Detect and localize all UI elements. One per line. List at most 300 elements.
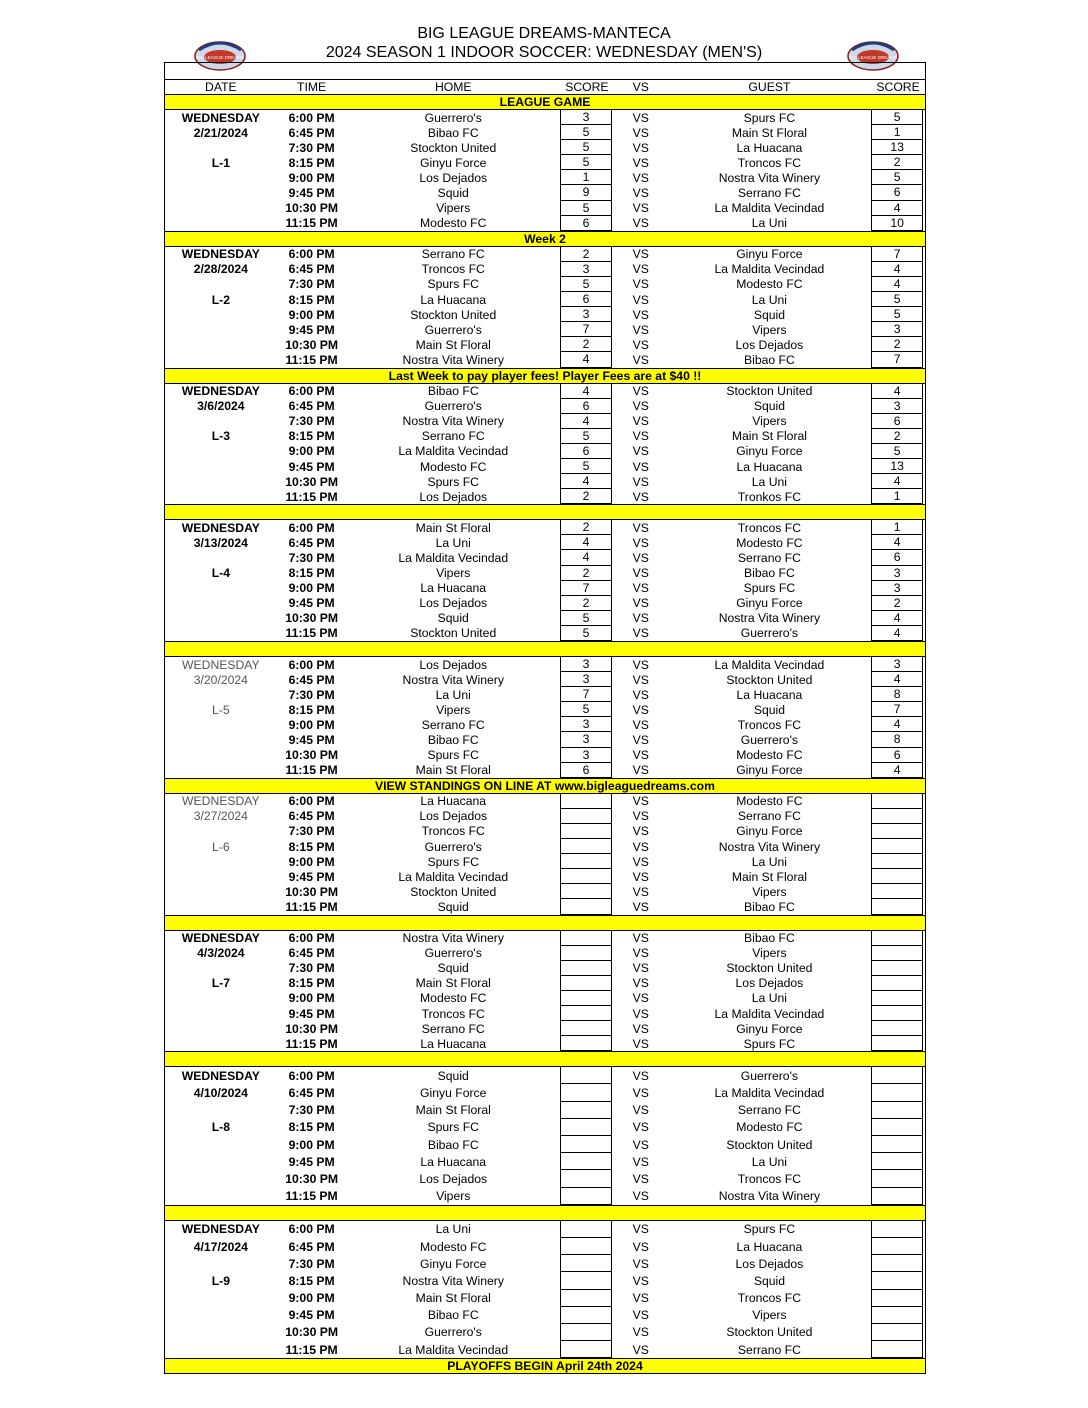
week-code: L-7 [211,976,230,991]
guest-team: Stockton United [726,672,813,687]
game-time: 7:30 PM [288,414,335,429]
home-score-cell [560,748,614,763]
home-score-cell [560,292,614,307]
home-team: La Maldita Vecindad [398,444,509,459]
game-time: 9:45 PM [288,459,335,474]
guest-team: Stockton United [726,961,813,976]
game-row [165,489,925,504]
home-score-cell [560,946,614,961]
vs-label: VS [632,809,649,824]
home-score: 3 [560,717,612,732]
vs-label: VS [632,352,649,367]
guest-team: La Uni [751,292,788,307]
game-time: 8:15 PM [288,702,335,717]
home-team: La Huacana [420,581,487,596]
home-team: Bibao FC [427,384,479,399]
vs-label: VS [632,733,649,748]
game-row [165,596,925,611]
guest-score-cell [871,732,925,747]
game-row [165,763,925,778]
home-score-cell [560,687,614,702]
guest-score-cell [871,961,925,976]
vs-label: VS [632,1189,649,1204]
home-score-cell [560,1153,614,1170]
guest-team: Tronkos FC [737,489,802,504]
guest-team: Ginyu Force [736,247,803,262]
game-time: 6:45 PM [288,262,335,277]
home-team: Vipers [436,201,471,216]
game-day: WEDNESDAY [181,247,260,262]
game-row [165,352,925,367]
game-row [165,991,925,1006]
guest-score: 5 [871,307,923,322]
vs-label: VS [632,869,649,884]
guest-score: 4 [871,384,923,399]
guest-score-cell [871,1153,925,1170]
home-team: Spurs FC [427,474,479,489]
game-row [165,687,925,702]
guest-team: Nostra Vita Winery [718,170,821,185]
guest-score-cell [871,489,925,504]
home-score: 5 [560,125,612,140]
guest-score-cell [871,550,925,565]
home-team: Stockton United [410,140,497,155]
guest-team: Squid [753,307,785,322]
game-row [165,185,925,200]
home-score: 3 [560,307,612,322]
guest-score: 6 [871,550,923,565]
game-row [165,1255,925,1272]
guest-score: 4 [871,277,923,292]
home-score-cell [560,1324,614,1341]
game-time: 10:30 PM [285,748,339,763]
guest-score-cell [871,1221,925,1238]
home-score [560,1067,612,1084]
guest-score [871,1238,923,1255]
vs-label: VS [632,687,649,702]
home-team: Squid [437,961,469,976]
guest-score-cell [871,1021,925,1036]
guest-score-cell [871,1272,925,1289]
guest-score: 6 [871,414,923,429]
guest-score-cell [871,1119,925,1136]
guest-team: Stockton United [726,1137,813,1152]
game-time: 7:30 PM [288,550,335,565]
home-score-cell [560,596,614,611]
game-row [165,322,925,337]
vs-label: VS [632,474,649,489]
guest-score-cell [871,429,925,444]
guest-score-cell [871,748,925,763]
week-banner: Last Week to pay player fees! Player Fees are at $40 !! [165,368,925,384]
guest-team: La Huacana [736,687,803,702]
game-row [165,277,925,292]
home-team: Los Dejados [419,809,488,824]
game-row [165,946,925,961]
game-time: 6:45 PM [288,535,335,550]
vs-label: VS [632,1103,649,1118]
game-date: 2/28/2024 [193,262,248,277]
game-time: 11:15 PM [285,763,338,778]
vs-label: VS [632,520,649,535]
guest-score-cell [871,763,925,778]
guest-team: La Maldita Vecindad [714,262,825,277]
guest-team: Troncos FC [737,520,802,535]
home-team: Serrano FC [421,717,485,732]
game-row [165,1324,925,1341]
logo-text: BIG LEAGUE DREAMS [849,55,897,60]
game-time: 8:15 PM [288,155,335,170]
game-date: 3/13/2024 [193,535,248,550]
week-code: L-5 [212,702,230,717]
home-team: La Maldita Vecindad [398,550,509,565]
guest-score: 6 [871,185,923,200]
guest-score: 3 [871,581,923,596]
guest-score [871,809,923,824]
guest-score: 1 [871,489,923,504]
vs-label: VS [632,717,649,732]
game-row [165,399,925,414]
home-score-cell [560,337,614,352]
home-score: 6 [560,763,612,778]
guest-team: Modesto FC [736,794,803,809]
home-score [560,1307,612,1324]
vs-label: VS [632,581,649,596]
guest-score: 2 [871,596,923,611]
home-score [560,976,612,991]
vs-label: VS [632,535,649,550]
game-time: 7:30 PM [288,277,335,292]
game-time: 11:15 PM [285,626,338,641]
home-team: Bibao FC [427,733,479,748]
guest-score [871,884,923,899]
guest-score: 1 [871,125,923,140]
guest-score-cell [871,809,925,824]
week-code: L-4 [211,566,230,581]
guest-team: Nostra Vita Winery [718,611,821,626]
game-row [165,1119,925,1136]
home-score-cell [560,429,614,444]
game-row [165,884,925,899]
game-time: 6:45 PM [288,125,335,140]
home-team: Troncos FC [421,1006,485,1021]
game-time: 9:45 PM [288,186,335,201]
game-time: 10:30 PM [285,1021,339,1036]
home-team: La Uni [435,1222,471,1237]
guest-team: La Huacana [736,140,803,155]
game-row [165,1272,925,1289]
guest-score-cell [871,884,925,899]
guest-score: 4 [871,626,923,641]
home-score-cell [560,322,614,337]
guest-score: 3 [871,322,923,337]
home-score-cell [560,399,614,414]
home-score-cell [560,1255,614,1272]
game-row [165,474,925,489]
home-score-cell [560,459,614,474]
game-row [165,566,925,581]
home-score-cell [560,155,614,170]
game-day: WEDNESDAY [181,1068,260,1083]
vs-label: VS [632,899,649,914]
guest-score [871,1221,923,1238]
week-banner [165,1205,925,1221]
home-score-cell [560,1084,614,1101]
home-score [560,1102,612,1119]
guest-team: Spurs FC [743,1036,796,1051]
home-score-cell [560,931,614,946]
home-score [560,961,612,976]
home-score: 2 [560,247,612,262]
guest-score: 4 [871,474,923,489]
guest-team: Main St Floral [731,125,807,140]
guest-score: 7 [871,702,923,717]
guest-score-cell [871,520,925,535]
home-score-cell [560,1102,614,1119]
game-time: 6:00 PM [288,794,335,809]
home-team: La Maldita Vecindad [398,1342,509,1357]
home-score-cell [560,550,614,565]
home-team: Bibao FC [427,125,479,140]
guest-team: Guerrero's [740,1068,798,1083]
home-score [560,1119,612,1136]
game-row [165,717,925,732]
guest-score-cell [871,566,925,581]
game-row [165,459,925,474]
game-row [165,140,925,155]
week-code: L-8 [211,1120,230,1135]
home-score-cell [560,732,614,747]
guest-score-cell [871,444,925,459]
home-score-cell [560,794,614,809]
game-date: 4/3/2024 [197,946,245,961]
vs-label: VS [632,1120,649,1135]
home-score [560,1341,612,1358]
home-score: 3 [560,748,612,763]
guest-team: Serrano FC [737,1103,801,1118]
game-time: 9:00 PM [288,444,335,459]
guest-score [871,824,923,839]
home-team: Ginyu Force [420,1086,487,1101]
guest-team: Troncos FC [737,155,802,170]
vs-label: VS [632,322,649,337]
vs-label: VS [632,991,649,1006]
home-team: La Uni [435,535,471,550]
game-day: WEDNESDAY [181,931,260,946]
home-score [560,1290,612,1307]
guest-team: Bibao FC [744,899,795,914]
game-date: 2/21/2024 [193,125,248,140]
guest-team: Spurs FC [743,1222,796,1237]
home-score-cell [560,702,614,717]
week-banner: LEAGUE GAME [165,94,925,110]
home-score-cell [560,216,614,231]
game-time: 8:15 PM [288,1120,335,1135]
game-time: 9:45 PM [288,733,335,748]
home-score-cell [560,839,614,854]
game-time: 6:45 PM [288,672,335,687]
home-score: 2 [560,337,612,352]
vs-label: VS [632,1273,649,1288]
guest-score: 5 [871,292,923,307]
game-time: 10:30 PM [285,474,339,489]
home-score-cell [560,566,614,581]
game-time: 6:45 PM [288,399,335,414]
guest-score [871,1188,923,1205]
game-row [165,854,925,869]
vs-label: VS [632,170,649,185]
guest-score-cell [871,140,925,155]
guest-score [871,794,923,809]
guest-team: Ginyu Force [736,763,803,778]
week-code: L-2 [211,292,230,307]
home-score: 5 [560,201,612,216]
guest-team: Spurs FC [743,110,796,125]
vs-label: VS [632,824,649,839]
home-score-cell [560,384,614,399]
game-time: 8:15 PM [288,292,335,307]
home-score [560,1188,612,1205]
guest-team: Serrano FC [737,550,801,565]
guest-score-cell [871,1006,925,1021]
logo-text: BIG LEAGUE DREAMS [196,55,244,60]
vs-label: VS [632,763,649,778]
guest-team: Squid [753,702,785,717]
guest-score [871,1170,923,1187]
home-score-cell [560,1006,614,1021]
game-day: WEDNESDAY [181,520,260,535]
home-team: Squid [437,186,469,201]
vs-label: VS [632,657,649,672]
guest-team: La Uni [751,216,788,231]
guest-score [871,869,923,884]
game-date: 4/10/2024 [193,1086,248,1101]
guest-score [871,976,923,991]
guest-score [871,1067,923,1084]
guest-score [871,931,923,946]
guest-score-cell [871,399,925,414]
game-time: 8:15 PM [288,976,335,991]
home-score-cell [560,581,614,596]
home-score-cell [560,277,614,292]
game-time: 11:15 PM [285,1189,338,1204]
guest-team: Main St Floral [731,869,807,884]
vs-label: VS [632,444,649,459]
home-score-cell [560,1290,614,1307]
game-date: 4/17/2024 [193,1239,248,1254]
game-row [165,1021,925,1036]
vs-label: VS [632,884,649,899]
vs-label: VS [632,961,649,976]
home-score-cell [560,170,614,185]
guest-team: La Maldita Vecindad [714,201,825,216]
playoffs-banner: PLAYOFFS BEGIN April 24th 2024 [165,1358,925,1373]
home-score [560,1170,612,1187]
vs-label: VS [632,292,649,307]
guest-score [871,899,923,914]
guest-team: Modesto FC [736,1120,803,1135]
game-row [165,1067,925,1084]
game-time: 9:00 PM [288,717,335,732]
guest-score-cell [871,262,925,277]
guest-score-cell [871,946,925,961]
schedule-table [164,62,926,1374]
game-time: 6:00 PM [288,1222,335,1237]
game-time: 6:45 PM [288,1086,335,1101]
guest-score-cell [871,1102,925,1119]
guest-score-cell [871,1238,925,1255]
guest-team: Modesto FC [736,277,803,292]
guest-score-cell [871,216,925,231]
game-time: 6:00 PM [288,110,335,125]
home-team: Stockton United [410,626,497,641]
guest-team: La Huacana [736,459,803,474]
guest-score [871,1036,923,1051]
home-score-cell [560,140,614,155]
home-team: Spurs FC [427,854,479,869]
guest-score: 7 [871,352,923,367]
vs-label: VS [632,1154,649,1169]
home-team: Modesto FC [420,459,487,474]
guest-score-cell [871,1036,925,1051]
guest-team: Ginyu Force [736,1021,803,1036]
home-score: 4 [560,474,612,489]
home-score-cell [560,1036,614,1051]
vs-label: VS [632,946,649,961]
week-code: L-3 [211,429,230,444]
home-score: 5 [560,429,612,444]
guest-score-cell [871,459,925,474]
home-score-cell [560,1170,614,1187]
home-team: La Uni [435,687,471,702]
home-score: 3 [560,262,612,277]
guest-score [871,1324,923,1341]
game-time: 8:15 PM [288,1273,335,1288]
guest-score: 2 [871,429,923,444]
guest-team: Stockton United [726,1325,813,1340]
vs-label: VS [632,1021,649,1036]
home-score-cell [560,869,614,884]
vs-label: VS [632,216,649,231]
home-team: La Huacana [420,794,487,809]
home-score: 4 [560,384,612,399]
game-row [165,657,925,672]
guest-score-cell [871,1067,925,1084]
home-score-cell [560,185,614,200]
week-code: L-6 [212,839,230,854]
guest-score-cell [871,899,925,914]
home-team: Main St Floral [415,1291,491,1306]
game-day: WEDNESDAY [182,794,260,809]
home-score: 3 [560,732,612,747]
home-score-cell [560,1238,614,1255]
vs-label: VS [632,140,649,155]
game-row [165,1238,925,1255]
game-time: 10:30 PM [285,201,339,216]
guest-team: La Uni [751,474,788,489]
guest-team: Vipers [752,414,787,429]
guest-score-cell [871,869,925,884]
guest-score: 2 [871,337,923,352]
home-team: La Huacana [420,292,487,307]
guest-score-cell [871,611,925,626]
home-team: Spurs FC [427,748,479,763]
home-score [560,869,612,884]
home-team: Spurs FC [427,277,479,292]
home-score-cell [560,884,614,899]
guest-score: 3 [871,399,923,414]
guest-score [871,1153,923,1170]
